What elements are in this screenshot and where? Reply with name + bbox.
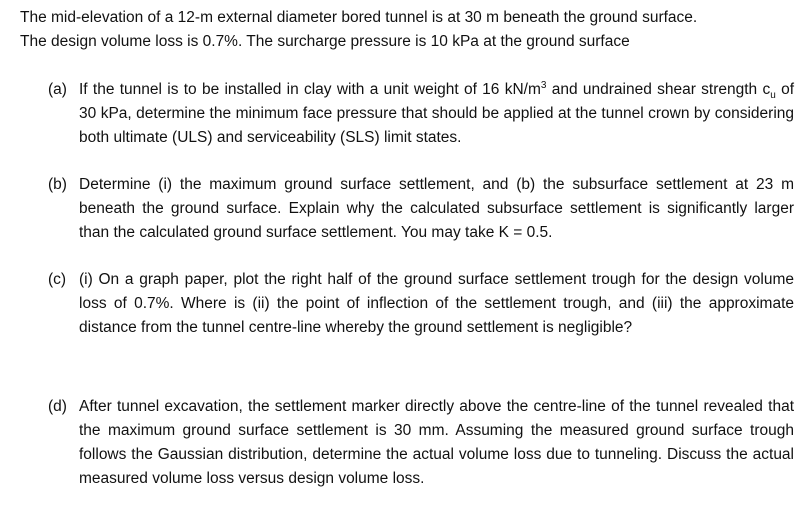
question-b-label: (b) <box>48 176 67 193</box>
question-d-body <box>79 395 794 491</box>
question-a-text <box>79 78 794 150</box>
question-c-label: (c) <box>48 271 67 288</box>
question-a <box>48 78 794 150</box>
question-b-text: Determine (i) the maximum ground surface settlement, and (b) the subsurface settlement at 23 m beneath the ground surface. Explain why the calculated subsurface settlement is significantly larger than the calculated ground surface settlement. You may take K = 0.5. <box>79 176 794 241</box>
question-b-body <box>79 173 794 245</box>
question-d <box>48 395 794 491</box>
question-a-text-part1: If the tunnel is to be installed in clay with a unit weight of 16 kN/m <box>79 81 541 98</box>
question-a-text-part2: and undrained shear strength c <box>546 81 771 98</box>
intro-line-2: The design volume loss is 0.7%. The surcharge pressure is 10 kPa at the ground surface <box>20 33 630 50</box>
unit-superscript: 3 <box>540 79 547 91</box>
question-c-text: (i) On a graph paper, plot the right half of the ground surface settlement trough for the design volume loss of 0.7%. Where is (ii) the point of inflection of the settlement trough, and (iii) the approximate distance from the tunnel centre-line whereby the ground settlement is negligible? <box>79 271 794 336</box>
question-c <box>48 268 794 340</box>
question-c-body <box>79 268 794 340</box>
question-d-label: (d) <box>48 398 67 415</box>
question-a-label: (a) <box>48 81 67 98</box>
question-d-text: After tunnel excavation, the settlement marker directly above the centre-line of the tunnel revealed that the maximum ground surface settlement is 30 mm. Assuming the measured ground surface trough follows the Gaussian distribution, determine the actual volume loss due to tunneling. Discuss the actual measured volume loss versus design volume loss. <box>79 398 794 487</box>
problem-statement <box>20 6 794 54</box>
undrained-subscript: u <box>770 90 776 102</box>
question-b <box>48 173 794 245</box>
question-a-text-part3: of 30 kPa, determine the minimum face pressure that should be applied at the tunnel crown by considering both ultimate (ULS) and serviceability (SLS) limit states. <box>79 81 794 146</box>
question-a-body <box>79 78 794 150</box>
intro-line-1: The mid-elevation of a 12-m external diameter bored tunnel is at 30 m beneath the ground surface. <box>20 9 698 26</box>
